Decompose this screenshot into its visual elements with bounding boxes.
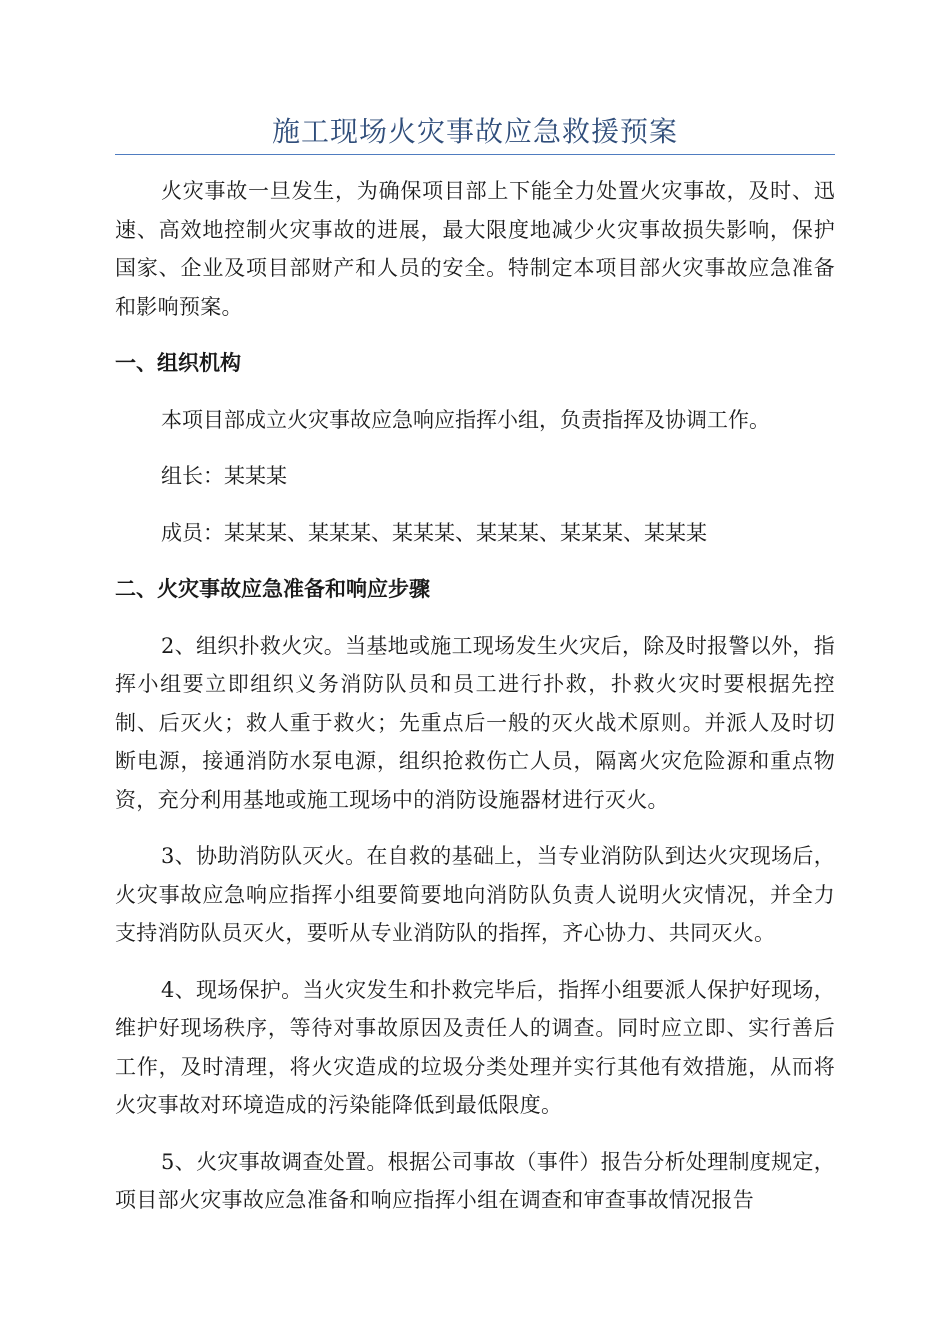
organization-members: 成员：某某某、某某某、某某某、某某某、某某某、某某某 [161,520,707,545]
document-body [115,172,835,1238]
organization-text: 本项目部成立火灾事故应急响应指挥小组，负责指挥及协调工作。 [161,407,770,432]
step-paragraph: 5、火灾事故调查处置。根据公司事故（事件）报告分析处理制度规定，项目部火灾事故应急准备和响应指挥小组在调查和审查事故情况报告 [115,1149,835,1212]
intro-paragraph: 火灾事故一旦发生，为确保项目部上下能全力处置火灾事故，及时、迅速、高效地控制火灾事故的进展，最大限度地减少火灾事故损失影响，保护国家、企业及项目部财产和人员的安全。特制定本项目部火灾事故应急准备和影响预案。 [115,179,835,319]
section-heading-organization: 一、组织机构 [115,351,241,375]
step-paragraph: 3、协助消防队灭火。在自救的基础上，当专业消防队到达火灾现场后，火灾事故应急响应指挥小组要简要地向消防队负责人说明火灾情况，并全力支持消防队员灭火，要听从专业消防队的指挥，齐心协力、共同灭火。 [115,844,835,945]
document-title: 施工现场火灾事故应急救援预案 [271,115,678,148]
title-underline [115,154,835,155]
organization-leader: 组长：某某某 [161,464,287,488]
step-paragraph: 2、组织扑救火灾。当基地或施工现场发生火灾后，除及时报警以外，指挥小组要立即组织义务消防队员和员工进行扑救，扑救火灾时要根据先控制、后灭火；救人重于救火；先重点后一般的灭火战术原则。并派人及时切断电源，接通消防水泵电源，组织抢救伤亡人员，隔离火灾危险源和重点物资，充分利用基地或施工现场中的消防设施器材进行灭火。 [115,633,835,812]
step-paragraph: 4、现场保护。当火灾发生和扑救完毕后，指挥小组要派人保护好现场，维护好现场秩序，等待对事故原因及责任人的调查。同时应立即、实行善后工作，及时清理，将火灾造成的垃圾分类处理并实行其他有效措施，从而将火灾事故对环境造成的污染能降低到最低限度。 [115,977,835,1117]
section-heading-response-steps: 二、火灾事故应急准备和响应步骤 [115,577,430,601]
